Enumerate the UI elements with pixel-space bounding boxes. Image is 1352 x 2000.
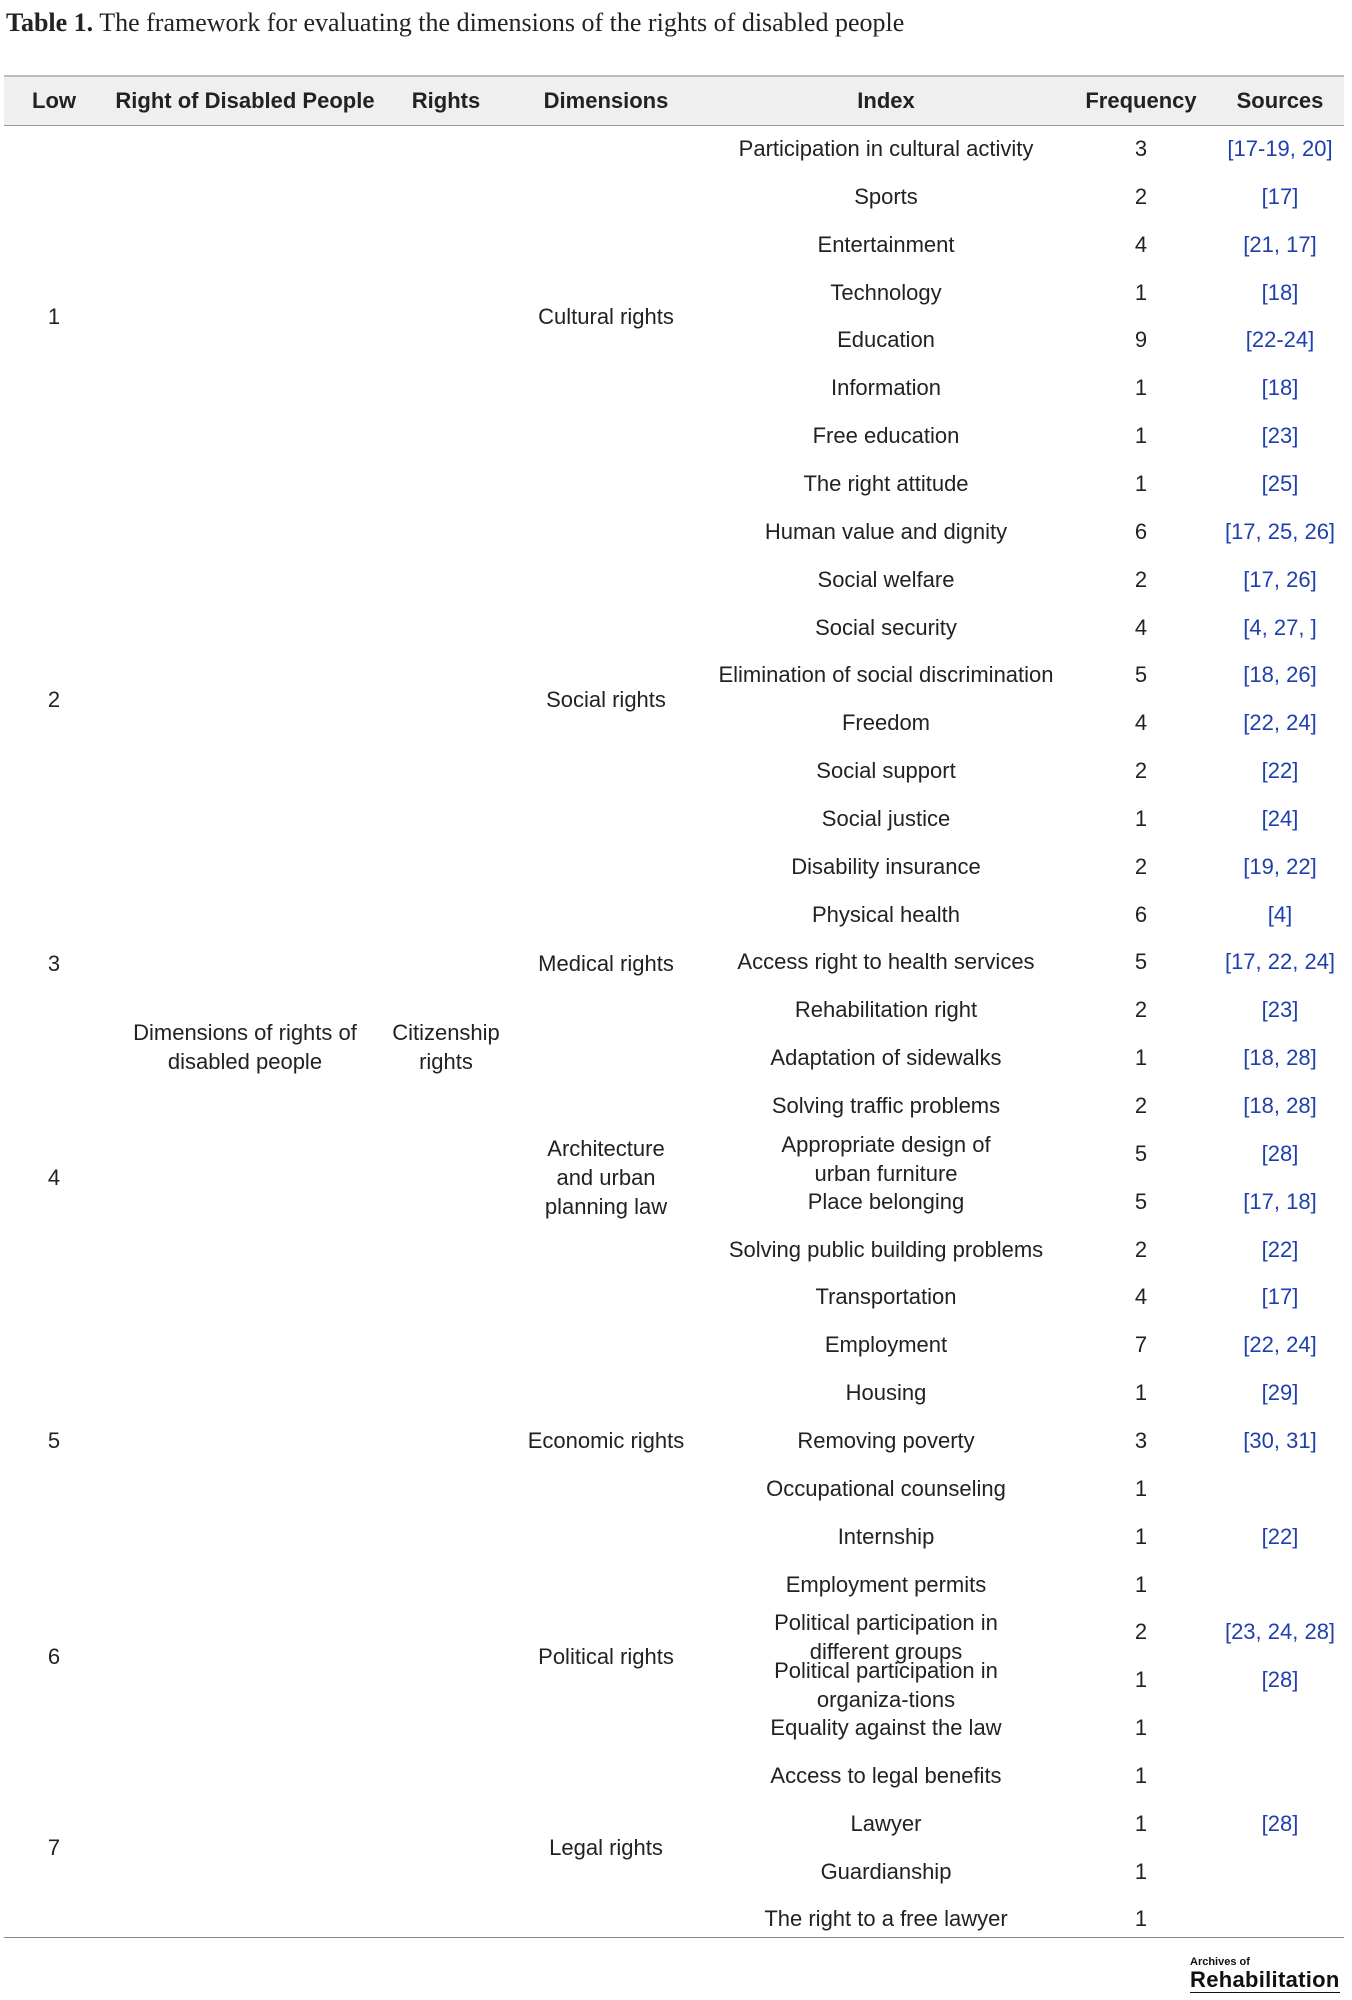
sources-cell: [18] — [1261, 375, 1299, 400]
header-right-of-disabled-people: Right of Disabled People — [115, 88, 375, 113]
header-low: Low — [32, 88, 76, 113]
frequency-cell: 1 — [1134, 1572, 1148, 1597]
sources-cell: [29] — [1261, 1380, 1299, 1405]
sources-cell: [28] — [1261, 1811, 1299, 1836]
frequency-cell: 1 — [1134, 1380, 1148, 1405]
low-cell: 3 — [47, 950, 61, 976]
frequency-cell: 1 — [1134, 1045, 1148, 1070]
sources-cell: [17-19, 20] — [1227, 136, 1333, 161]
index-cell: Solving public building problems — [728, 1237, 1044, 1262]
frequency-cell: 2 — [1134, 184, 1148, 209]
frequency-cell: 4 — [1134, 1284, 1148, 1309]
index-cell: Social security — [815, 615, 957, 640]
dimension-cell: Social rights — [546, 687, 666, 712]
frequency-cell: 9 — [1134, 327, 1148, 352]
index-cell: Guardianship — [820, 1859, 952, 1884]
index-cell: Physical health — [812, 902, 960, 927]
sources-cell: [21, 17] — [1243, 232, 1317, 257]
sources-cell: [22, 24] — [1243, 1332, 1317, 1357]
header-rights: Rights — [411, 88, 481, 113]
index-cell: Employment permits — [785, 1572, 987, 1597]
header-frequency: Frequency — [1085, 88, 1197, 113]
index-cell: The right attitude — [803, 471, 969, 496]
sources-cell: [22-24] — [1245, 327, 1315, 352]
frequency-cell: 4 — [1134, 232, 1148, 257]
frequency-cell: 7 — [1134, 1332, 1148, 1357]
sources-cell: [28] — [1261, 1667, 1299, 1692]
index-cell: Free education — [812, 423, 960, 448]
frequency-cell: 1 — [1134, 1715, 1148, 1740]
index-cell: Transportation — [815, 1284, 957, 1309]
index-cell: Removing poverty — [797, 1428, 975, 1453]
table-header — [4, 75, 1344, 126]
index-cell: Social welfare — [817, 567, 955, 592]
frequency-cell: 3 — [1134, 136, 1148, 161]
sources-cell — [1216, 1895, 1344, 1943]
index-cell: Solving traffic problems — [771, 1093, 1001, 1118]
frequency-cell: 2 — [1134, 1619, 1148, 1644]
logo-small-text: Archives of — [1190, 1956, 1250, 1968]
sources-cell: [18, 28] — [1243, 1093, 1317, 1118]
index-cell: Technology — [830, 280, 942, 305]
sources-cell: [24] — [1261, 806, 1299, 831]
index-cell: Equality against the law — [770, 1715, 1002, 1740]
dimension-cell: Economic rights — [527, 1428, 685, 1453]
sources-cell: [19, 22] — [1243, 854, 1317, 879]
dimension-cell: Medical rights — [538, 950, 674, 976]
frequency-cell: 2 — [1134, 854, 1148, 879]
index-cell: Social justice — [821, 806, 951, 831]
frequency-cell: 5 — [1134, 1189, 1148, 1214]
sources-cell: [22] — [1261, 1524, 1299, 1549]
index-cell: Employment — [824, 1332, 948, 1357]
frequency-cell: 2 — [1134, 997, 1148, 1022]
sources-cell: [22] — [1261, 758, 1299, 783]
sources-cell: [18, 28] — [1243, 1045, 1317, 1070]
low-cell: 5 — [47, 1428, 61, 1453]
index-cell: Access to legal benefits — [770, 1763, 1002, 1788]
frequency-cell: 1 — [1134, 375, 1148, 400]
index-cell: Disability insurance — [791, 854, 981, 879]
index-cell: Participation in cultural activity — [738, 136, 1034, 161]
sources-cell — [1216, 1704, 1344, 1752]
low-cell: 4 — [47, 1165, 61, 1190]
sources-cell: [17] — [1261, 1284, 1299, 1309]
index-cell: Housing — [845, 1380, 927, 1405]
frequency-cell: 1 — [1134, 280, 1148, 305]
frequency-cell: 2 — [1134, 1093, 1148, 1118]
index-cell: Education — [837, 327, 935, 352]
header-index: Index — [857, 88, 915, 113]
dimension-cell: Political rights — [538, 1644, 674, 1669]
sources-cell: [22] — [1261, 1237, 1299, 1262]
frequency-cell: 1 — [1134, 471, 1148, 496]
frequency-cell: 1 — [1134, 1859, 1148, 1884]
frequency-cell: 6 — [1134, 902, 1148, 927]
sources-cell: [23, 24, 28] — [1224, 1619, 1336, 1644]
frequency-cell: 1 — [1134, 806, 1148, 831]
index-cell: Lawyer — [850, 1811, 922, 1836]
table-caption — [6, 8, 1336, 38]
frequency-cell: 2 — [1134, 758, 1148, 783]
index-cell: Internship — [837, 1524, 935, 1549]
index-cell: Access right to health services — [737, 949, 1035, 974]
index-cell: Sports — [854, 184, 918, 209]
sources-cell: [17, 22, 24] — [1224, 949, 1336, 974]
sources-cell: [30, 31] — [1243, 1428, 1317, 1453]
index-cell: Political participation in different groups — [774, 1610, 998, 1664]
sources-cell: [4] — [1267, 902, 1293, 927]
header-sources: Sources — [1236, 88, 1324, 113]
table-caption-label: Table 1. — [6, 8, 94, 37]
table-caption-text: The framework for evaluating the dimensions of the rights of disabled people — [93, 8, 905, 37]
sources-cell — [1216, 1561, 1344, 1609]
frequency-cell: 1 — [1134, 423, 1148, 448]
frequency-cell: 5 — [1134, 949, 1148, 974]
index-cell: Freedom — [841, 710, 931, 735]
sources-cell — [1216, 1752, 1344, 1800]
frequency-cell: 1 — [1134, 1763, 1148, 1788]
journal-logo — [1190, 1956, 1345, 1996]
frequency-cell: 6 — [1134, 519, 1148, 544]
dimension-cell: Cultural rights — [538, 304, 674, 329]
index-cell: Appropriate design of urban furniture — [781, 1132, 991, 1186]
index-cell: Entertainment — [817, 232, 955, 257]
low-cell: 7 — [47, 1835, 61, 1860]
table-bottom-rule — [4, 1937, 1344, 1938]
index-cell: Human value and dignity — [764, 519, 1008, 544]
frequency-cell: 2 — [1134, 567, 1148, 592]
sources-cell: [23] — [1261, 997, 1299, 1022]
frequency-cell: 1 — [1134, 1906, 1148, 1931]
sources-cell: [17, 26] — [1243, 567, 1317, 592]
frequency-cell: 1 — [1134, 1524, 1148, 1549]
index-cell: Rehabilitation right — [794, 997, 978, 1022]
index-cell: Place belonging — [807, 1189, 965, 1214]
frequency-cell: 5 — [1134, 1141, 1148, 1166]
low-cell: 1 — [47, 304, 61, 329]
index-cell: Adaptation of sidewalks — [770, 1045, 1002, 1070]
index-cell: Information — [830, 375, 942, 400]
sources-cell: [22, 24] — [1243, 710, 1317, 735]
frequency-cell: 2 — [1134, 1237, 1148, 1262]
logo-big-text: Rehabilitation — [1190, 1967, 1340, 1992]
sources-cell: [17, 25, 26] — [1224, 519, 1336, 544]
frequency-cell: 4 — [1134, 615, 1148, 640]
rights-cell: Citizenship rights — [392, 1020, 500, 1074]
sources-cell: [28] — [1261, 1141, 1299, 1166]
frequency-cell: 3 — [1134, 1428, 1148, 1453]
frequency-cell: 5 — [1134, 662, 1148, 687]
index-cell: Social support — [816, 758, 956, 783]
frequency-cell: 1 — [1134, 1476, 1148, 1501]
frequency-cell: 4 — [1134, 710, 1148, 735]
sources-cell — [1216, 1465, 1344, 1513]
frequency-cell: 1 — [1134, 1811, 1148, 1836]
low-cell: 6 — [47, 1644, 61, 1669]
sources-cell: [25] — [1261, 471, 1299, 496]
index-cell: Occupational counseling — [766, 1476, 1006, 1501]
sources-cell: [4, 27, ] — [1243, 615, 1317, 640]
header-dimensions: Dimensions — [543, 88, 669, 113]
low-cell: 2 — [47, 687, 61, 712]
index-cell: Political participation in organiza-tions — [774, 1658, 998, 1712]
right-of-disabled-cell: Dimensions of rights of disabled people — [133, 1020, 357, 1074]
index-cell: The right to a free lawyer — [764, 1906, 1008, 1931]
sources-cell: [18, 26] — [1243, 662, 1317, 687]
sources-cell — [1216, 1848, 1344, 1896]
sources-cell: [17] — [1261, 184, 1299, 209]
dimension-cell: Architecture and urban planning law — [544, 1136, 668, 1219]
dimension-cell: Legal rights — [549, 1835, 663, 1860]
sources-cell: [23] — [1261, 423, 1299, 448]
sources-cell: [17, 18] — [1243, 1189, 1317, 1214]
index-cell: Elimination of social discrimination — [718, 662, 1054, 687]
frequency-cell: 1 — [1134, 1667, 1148, 1692]
sources-cell: [18] — [1261, 280, 1299, 305]
